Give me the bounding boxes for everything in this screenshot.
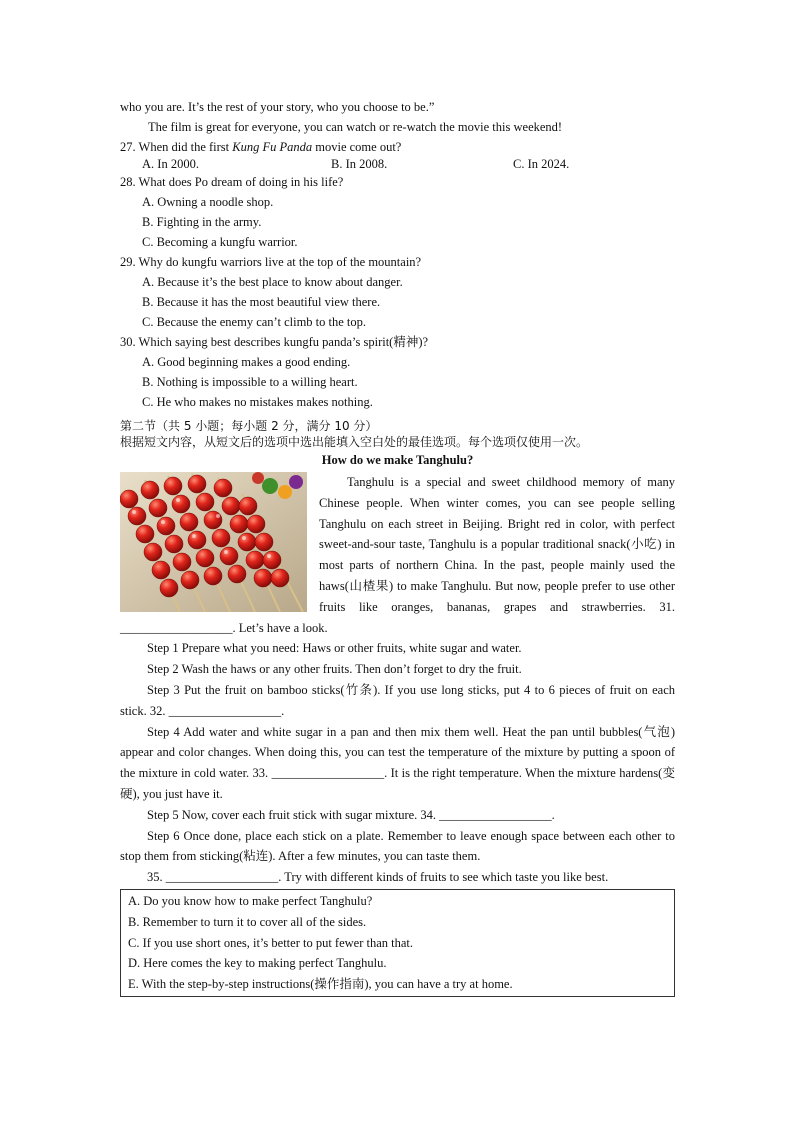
- option-a: A. Do you know how to make perfect Tanghulu?: [128, 893, 373, 908]
- option-c: C. In 2024.: [513, 157, 570, 171]
- question-number: 29.: [120, 255, 136, 269]
- question-number: 28.: [120, 175, 136, 189]
- option-d: D. Here comes the key to making perfect Tanghulu.: [128, 956, 387, 971]
- step-1: Step 1 Prepare what you need: Haws or other fruits, white sugar and water.: [147, 641, 522, 656]
- step-5: Step 5 Now, cover each fruit stick with sugar mixture. 34. __________________.: [147, 807, 555, 822]
- step-2: Step 2 Wash the haws or any other fruits. Then don’t forget to dry the fruit.: [147, 662, 522, 677]
- option-b: B. Nothing is impossible to a willing heart.: [142, 375, 358, 389]
- blank-35-line: 35. __________________. Try with different kinds of fruits to see which taste you like best.: [147, 870, 609, 885]
- question-28: [120, 172, 675, 192]
- option-c: C. He who makes no mistakes makes nothing.: [142, 395, 373, 409]
- option-a: A. Good beginning makes a good ending.: [142, 355, 351, 369]
- quote-end-text: who you are. It’s the rest of your story, who you choose to be.”: [120, 100, 435, 114]
- question-stem: What does Po dream of doing in his life?: [138, 175, 344, 189]
- exam-page: [120, 97, 675, 997]
- question-stem: Why do kungfu warriors live at the top of the mountain?: [138, 255, 422, 269]
- passage-intro: Tanghulu is a special and sweet childhood memory of many Chinese people. When winter comes, you can see people selling Tanghulu on each street in Beijing. Bright red in color, with perfect sweet-and-sour taste, Tanghulu is a popular traditional snack(小吃) in most parts of northern China. In the past, people mainly used the haws(山楂果) to make Tanghulu. But now, people prefer to use other fruits like oranges, bananas, grapes and strawberries. 31. __________________. Let’s have a look.: [120, 475, 675, 635]
- section-heading: 第二节（共 5 小题；每小题 2 分，满分 10 分）: [120, 419, 378, 433]
- option-c: C. Becoming a kungfu warrior.: [142, 235, 298, 249]
- question-stem: Which saying best describes kungfu panda’s spirit(精神)?: [138, 335, 429, 349]
- option-b: B. Fighting in the army.: [142, 215, 262, 229]
- question-number: 30.: [120, 335, 136, 349]
- option-b: B. Remember to turn it to cover all of the sides.: [128, 914, 367, 929]
- question-27: [120, 137, 675, 157]
- option-a: A. Owning a noodle shop.: [142, 195, 274, 209]
- question-30: [120, 332, 675, 352]
- option-e: E. With the step-by-step instructions(操作指南), you can have a try at home.: [128, 977, 513, 992]
- passage-title: How do we make Tanghulu?: [321, 453, 474, 467]
- step-4: Step 4 Add water and white sugar in a pan and then mix them well. Heat the pan until bubbles(气泡) appear and color changes. When doing this, you can test the temperature of the mixture by putting a spoon of the mixture in cold water. 33. __________________. It is the right temperature. When the mixture hardens(变硬), you just have it.: [120, 724, 675, 801]
- option-c: C. If you use short ones, it’s better to put fewer than that.: [128, 935, 414, 950]
- option-b: B. In 2008.: [331, 157, 388, 171]
- step-6: Step 6 Once done, place each stick on a plate. Remember to leave enough space between each other to stop them from sticking(粘连). After a few minutes, you can taste them.: [120, 828, 675, 864]
- question-27-options: [120, 157, 675, 172]
- option-b: B. Because it has the most beautiful view there.: [142, 295, 381, 309]
- tanghulu-photo: [120, 472, 307, 612]
- question-29: [120, 252, 675, 272]
- question-stem-post: movie come out?: [312, 140, 402, 154]
- question-number: 27.: [120, 140, 136, 154]
- passage: [120, 472, 675, 888]
- closing-text: The film is great for everyone, you can watch or re-watch the movie this weekend!: [148, 120, 563, 134]
- step-3: Step 3 Put the fruit on bamboo sticks(竹条). If you use long sticks, put 4 to 6 pieces of fruit on each stick. 32. __________________.: [120, 682, 675, 718]
- question-stem-pre: When did the first: [138, 140, 233, 154]
- option-c: C. Because the enemy can’t climb to the top.: [142, 315, 367, 329]
- option-a: A. In 2000.: [142, 157, 199, 171]
- option-a: A. Because it’s the best place to know about danger.: [142, 275, 403, 289]
- movie-title: Kung Fu Panda: [232, 140, 313, 154]
- section-instruction: 根据短文内容，从短文后的选项中选出能填入空白处的最佳选项。每个选项仅使用一次。: [120, 435, 589, 449]
- options-box: [120, 889, 675, 997]
